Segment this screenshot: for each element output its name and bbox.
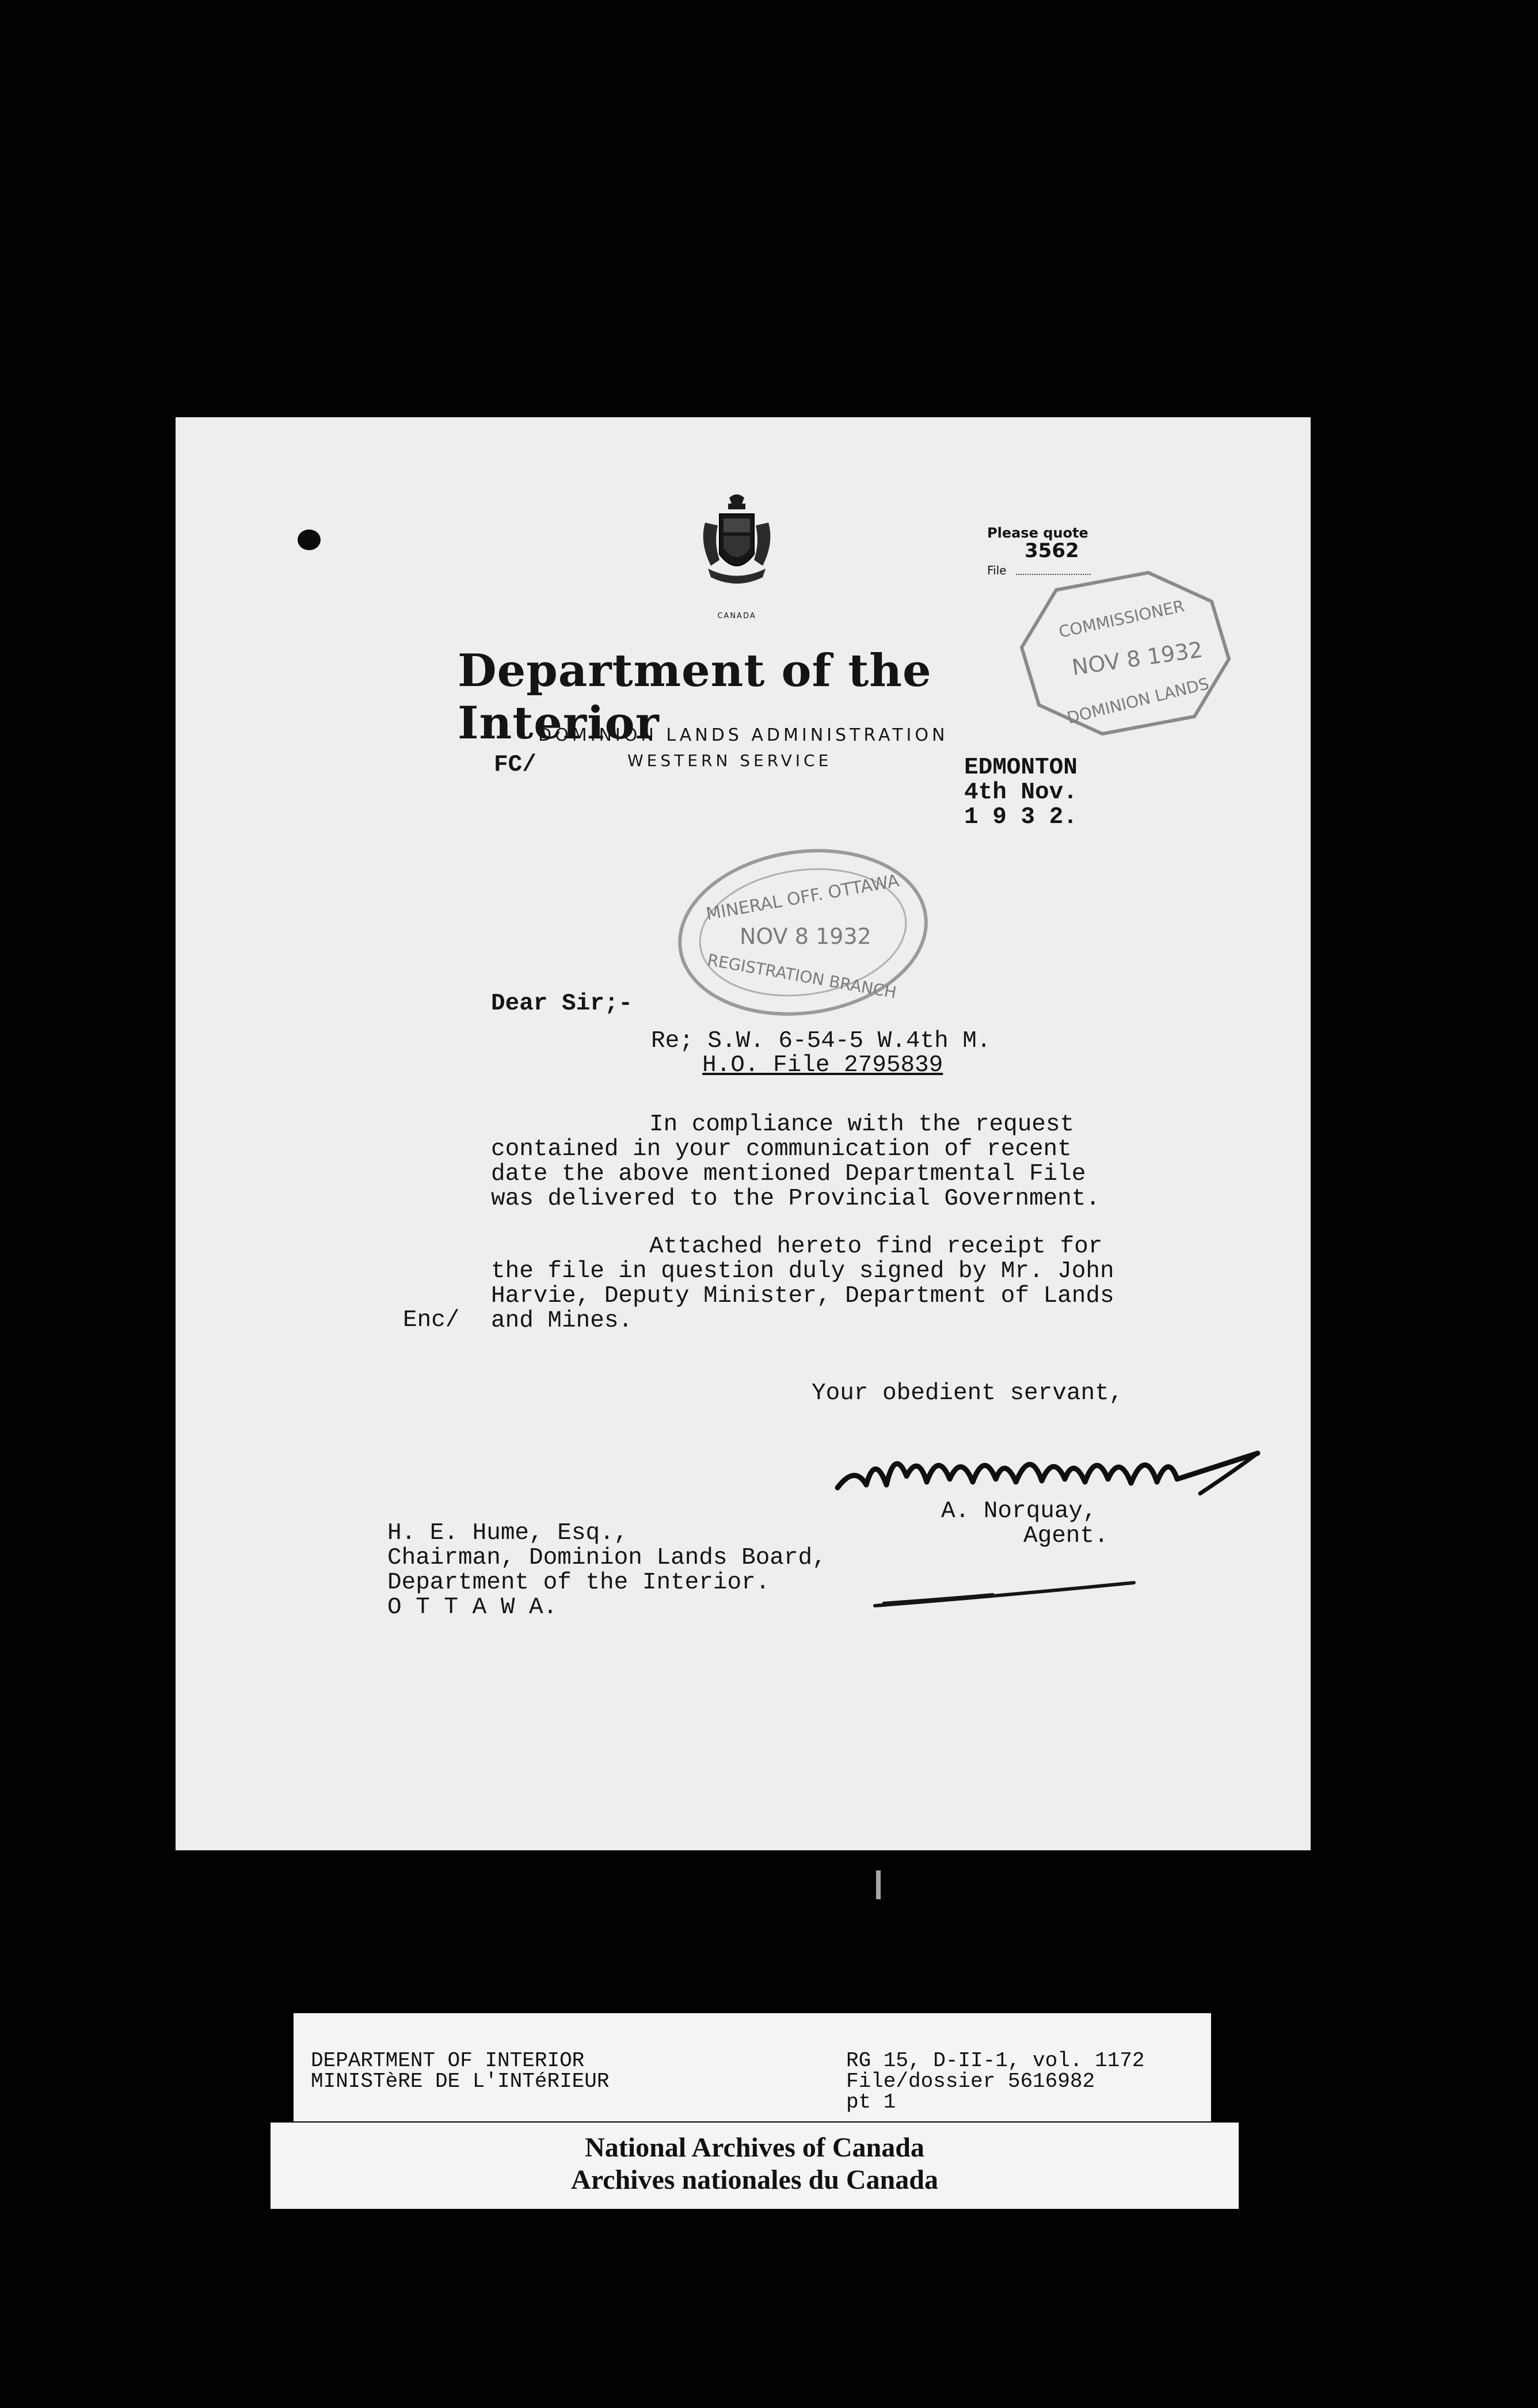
archive-ref-line-1: RG 15, D-II-1, vol. 1172 <box>846 2049 1145 2072</box>
date-day: 4th Nov. <box>964 779 1078 806</box>
quote-number: 3562 <box>1025 539 1079 562</box>
addressee-line-3: Department of the Interior. <box>387 1569 770 1596</box>
paragraph-2-line-1: Attached hereto find receipt for <box>649 1233 1103 1260</box>
paragraph-2-line-3: Harvie, Deputy Minister, Department of Lands <box>491 1283 1114 1309</box>
addressee-line-1: H. E. Hume, Esq., <box>387 1520 629 1546</box>
coat-of-arms-icon <box>694 491 780 595</box>
paragraph-2-line-4: and Mines. <box>491 1308 633 1334</box>
archives-french: Archives nationales du Canada <box>571 2165 938 2195</box>
commissioner-stamp-date: NOV 8 1932 <box>1070 637 1205 680</box>
enclosure-note: Enc/ <box>403 1307 460 1333</box>
registration-stamp-date: NOV 8 1932 <box>740 924 871 949</box>
administration-line: DOMINION LANDS ADMINISTRATION <box>538 725 949 745</box>
closing: Your obedient servant, <box>812 1380 1124 1407</box>
department-title: Department of the Interior <box>458 645 932 749</box>
re-line-2: H.O. File 2795839 <box>702 1052 943 1079</box>
signature <box>832 1430 1269 1505</box>
reference-initials: FC/ <box>494 752 536 778</box>
signer-title: Agent. <box>1023 1523 1109 1549</box>
pen-mark <box>872 1577 1137 1611</box>
commissioner-stamp-bottom: DOMINION LANDS <box>1065 674 1211 728</box>
paragraph-1-line-4: was delivered to the Provincial Government. <box>491 1186 1100 1212</box>
archive-reference-label <box>294 2013 1211 2121</box>
paragraph-1-line-3: date the above mentioned Departmental File <box>491 1161 1086 1187</box>
paragraph-1-line-2: contained in your communication of recent <box>491 1136 1072 1163</box>
commissioner-stamp-top: COMMISSIONER <box>1057 596 1186 642</box>
paragraph-1-line-1: In compliance with the request <box>649 1111 1075 1138</box>
archives-banner <box>271 2123 1239 2209</box>
addressee-line-2: Chairman, Dominion Lands Board, <box>387 1545 827 1571</box>
registration-stamp-top: MINERAL OFF. OTTAWA <box>705 870 901 925</box>
service-line: WESTERN SERVICE <box>627 751 832 770</box>
coat-of-arms-caption: CANADA <box>717 612 756 620</box>
commissioner-received-stamp <box>1004 561 1246 745</box>
salutation: Dear Sir;- <box>491 990 633 1017</box>
file-label: File <box>987 563 1007 577</box>
re-line-1: Re; S.W. 6-54-5 W.4th M. <box>651 1028 991 1054</box>
dept-english: DEPARTMENT OF INTERIOR <box>311 2049 585 2072</box>
archives-english: National Archives of Canada <box>585 2132 924 2163</box>
paragraph-2-line-2: the file in question duly signed by Mr. John <box>491 1258 1114 1285</box>
date-year: 1 9 3 2. <box>964 804 1078 830</box>
quote-label: Please quote <box>987 525 1088 541</box>
signer-name: A. Norquay, <box>941 1498 1097 1525</box>
letter-page <box>176 417 1311 1850</box>
punch-hole <box>298 529 321 550</box>
registration-stamp-bottom: REGISTRATION BRANCH <box>706 950 898 1003</box>
scan-mark <box>876 1870 881 1899</box>
place: EDMONTON <box>964 755 1078 781</box>
archive-ref-line-3: pt 1 <box>846 2090 896 2114</box>
archive-ref-line-2: File/dossier 5616982 <box>846 2070 1095 2093</box>
registration-branch-stamp <box>671 843 935 1022</box>
addressee-line-4: O T T A W A. <box>387 1594 558 1621</box>
dept-french: MINISTèRE DE L'INTéRIEUR <box>311 2070 610 2093</box>
